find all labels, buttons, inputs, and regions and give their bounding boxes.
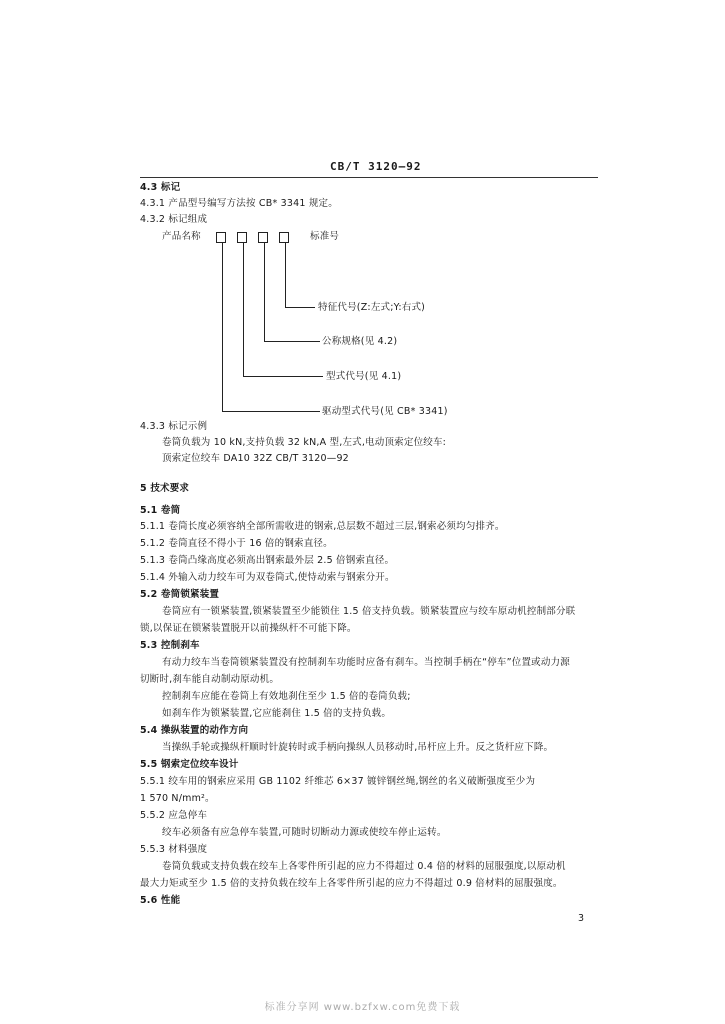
type-code-label: 型式代号(见 4.1) — [326, 371, 402, 382]
spec-code-box — [258, 232, 268, 243]
section-5-5-heading: 5.5 钢索定位绞车设计 — [140, 759, 239, 770]
page-number: 3 — [578, 913, 585, 924]
connector-line — [285, 243, 286, 307]
connector-line — [222, 243, 223, 411]
example-line-2: 顶索定位绞车 DA10 32Z CB/T 3120—92 — [162, 453, 349, 464]
clause-5-5-1-line-1: 5.5.1 绞车用的钢索应采用 GB 1102 纤维芯 6×37 镀锌钢丝绳,钢丝的名义破断强度至少为 — [140, 776, 536, 787]
connector-line — [264, 341, 320, 342]
spec-code-label: 公称规格(见 4.2) — [322, 336, 398, 347]
connector-line — [243, 376, 323, 377]
type-code-box — [237, 232, 247, 243]
section-5-2-heading: 5.2 卷筒锁紧装置 — [140, 589, 220, 600]
clause-5-2-line-1: 卷筒应有一锁紧装置,锁紧装置至少能锁住 1.5 倍支持负载。锁紧装置应与绞车原动机控制部分联 — [162, 606, 576, 617]
clause-4-3-2: 4.3.2 标记组成 — [140, 214, 208, 225]
clause-5-4-line-1: 当操纵手轮或操纵杆顺时针旋转时或手柄向操纵人员移动时,吊杆应上升。反之货杆应下降。 — [162, 742, 554, 753]
clause-5-5-2-line-1: 绞车必须备有应急停车装置,可随时切断动力源或使绞车停止运转。 — [162, 827, 447, 838]
section-5-heading: 5 技术要求 — [140, 483, 190, 494]
standard-no-label: 标准号 — [310, 231, 340, 242]
clause-5-5-1-line-2: 1 570 N/mm²。 — [140, 793, 215, 804]
clause-5-1-1: 5.1.1 卷筒长度必须容纳全部所需收进的钢索,总层数不超过三层,钢索必须均匀排齐。 — [140, 521, 505, 532]
connector-line — [285, 307, 315, 308]
section-5-3-heading: 5.3 控制刹车 — [140, 640, 200, 651]
clause-5-3-line-2: 切断时,刹车能自动制动原动机。 — [140, 674, 280, 685]
clause-5-3-line-1: 有动力绞车当卷筒锁紧装置没有控制刹车功能时应备有刹车。当控制手柄在“停车”位置或动力源 — [162, 657, 570, 668]
product-name-label: 产品名称 — [162, 231, 201, 242]
example-line-1: 卷筒负载为 10 kN,支持负载 32 kN,A 型,左式,电动顶索定位绞车: — [162, 437, 447, 448]
feature-code-box — [279, 232, 289, 243]
clause-5-2-line-2: 锁,以保证在锁紧装置脱开以前操纵杆不可能下降。 — [140, 623, 357, 634]
connector-line — [264, 243, 265, 341]
connector-line — [222, 411, 320, 412]
section-4-3-heading: 4.3 标记 — [140, 182, 181, 193]
clause-5-5-3-heading: 5.5.3 材料强度 — [140, 844, 208, 855]
feature-code-label: 特征代号(Z:左式;Y:右式) — [318, 302, 426, 313]
standard-code-header: CB/T 3120—92 — [330, 160, 422, 173]
clause-5-5-3-line-2: 最大力矩或至少 1.5 倍的支持负载在绞车上各零件所引起的应力不得超过 0.9 倍材料的屈服强度。 — [140, 878, 563, 889]
clause-5-1-4: 5.1.4 外输入动力绞车可为双卷筒式,使恃动索与钢索分开。 — [140, 572, 395, 583]
clause-4-3-3: 4.3.3 标记示例 — [140, 421, 208, 432]
clause-5-1-3: 5.1.3 卷筒凸缘高度必须高出钢索最外层 2.5 倍钢索直径。 — [140, 555, 395, 566]
clause-5-5-3-line-1: 卷筒负载或支持负载在绞车上各零件所引起的应力不得超过 0.4 倍的材料的屈服强度,以原动机 — [162, 861, 566, 872]
clause-4-3-1: 4.3.1 产品型号编写方法按 CB* 3341 规定。 — [140, 198, 338, 209]
clause-5-5-2-heading: 5.5.2 应急停车 — [140, 810, 208, 821]
header-rule — [140, 177, 598, 178]
clause-5-3-line-4: 如刹车作为锁紧装置,它应能刹住 1.5 倍的支持负载。 — [162, 708, 392, 719]
connector-line — [243, 243, 244, 376]
drive-code-label: 驱动型式代号(见 CB* 3341) — [322, 406, 448, 417]
drive-code-box — [216, 232, 226, 243]
clause-5-3-line-3: 控制刹车应能在卷筒上有效地刹住至少 1.5 倍的卷筒负载; — [162, 691, 411, 702]
section-5-6-heading: 5.6 性能 — [140, 895, 181, 906]
clause-5-1-2: 5.1.2 卷筒直径不得小于 16 倍的钢索直径。 — [140, 538, 333, 549]
section-5-4-heading: 5.4 操纵装置的动作方向 — [140, 725, 249, 736]
watermark-footer: 标准分享网 www.bzfxw.com免费下载 — [264, 1002, 461, 1013]
section-5-1-heading: 5.1 卷筒 — [140, 505, 181, 516]
